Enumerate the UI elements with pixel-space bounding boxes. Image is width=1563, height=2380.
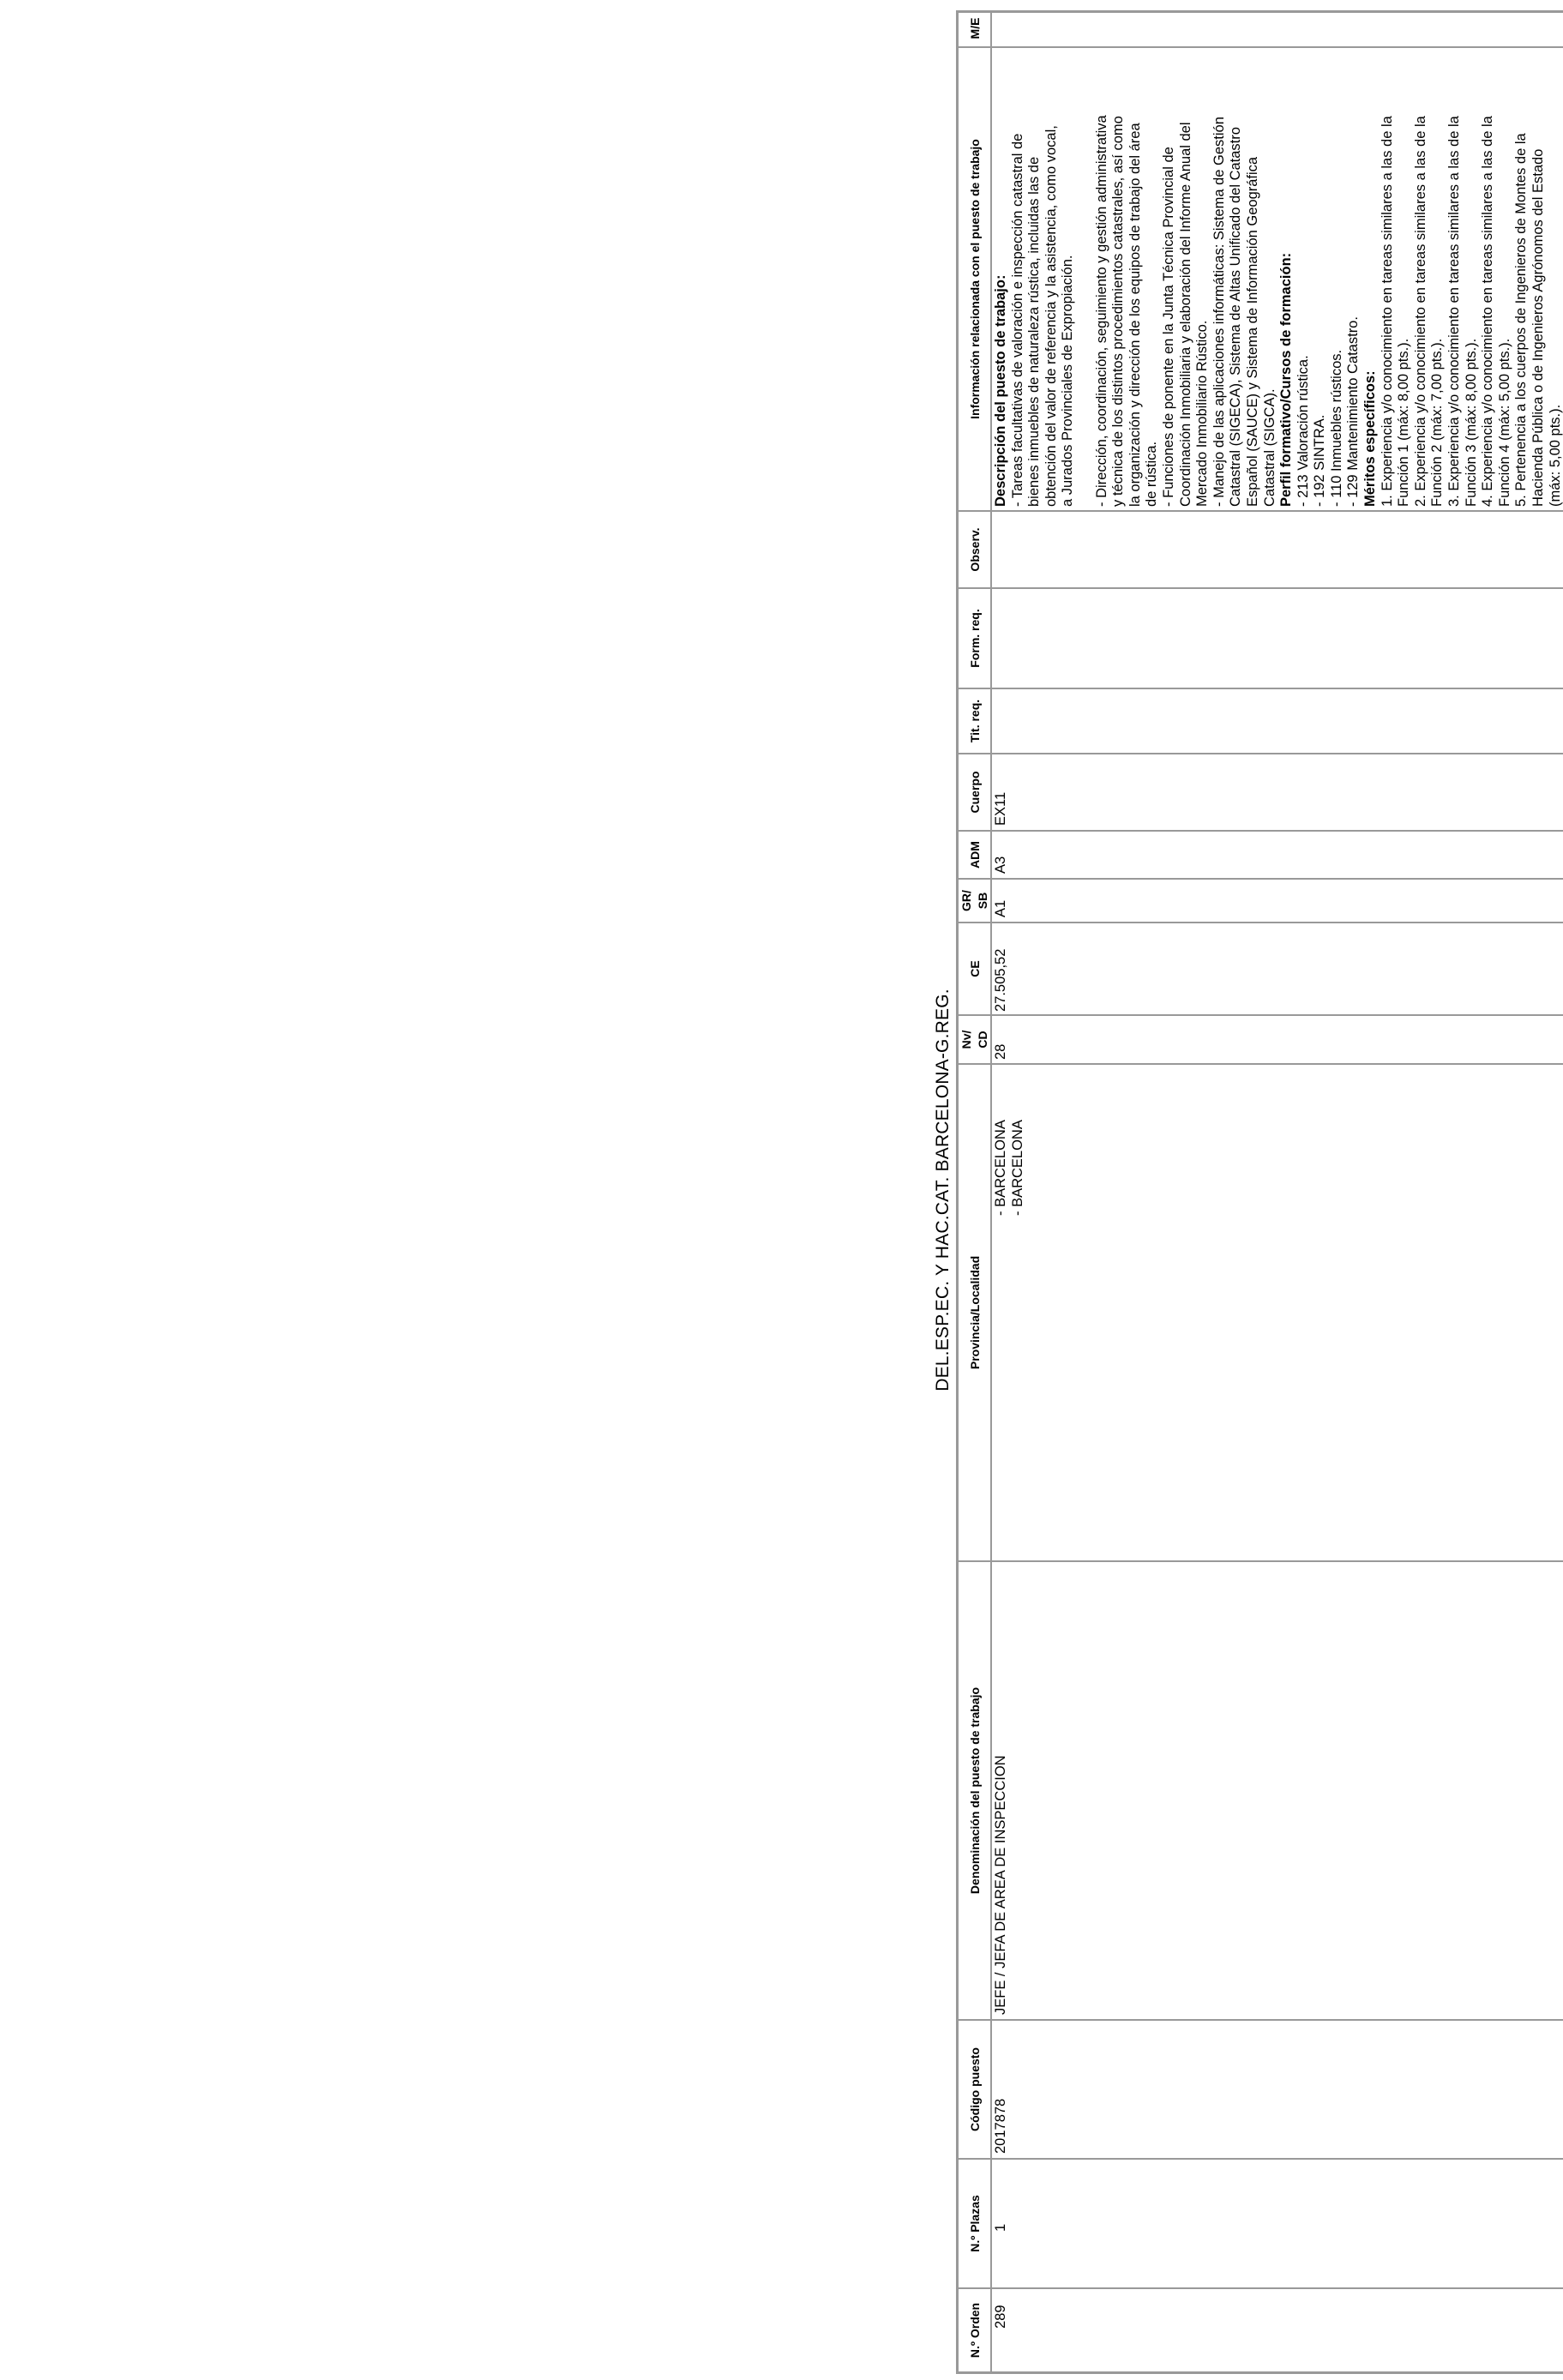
cell-cuerpo: EX11 <box>993 791 1008 826</box>
header-gr: GR/ <box>959 890 973 911</box>
header-plazas: N.º Plazas <box>967 2195 982 2252</box>
header-informacion: Información relacionada con el puesto de trabajo <box>967 139 982 419</box>
column-divider <box>959 1560 1563 1562</box>
info-line: - Funciones de ponente en la Junta Técnica Provincial de <box>1160 147 1176 507</box>
header-orden: N.º Orden <box>967 2302 982 2359</box>
cell-localidad: - BARCELONA <box>1010 1120 1025 1216</box>
info-line: Catastral (SIGECA), Sistema de Altas Unificado del Catastro <box>1228 127 1244 507</box>
column-divider <box>959 46 1563 48</box>
info-line: bienes inmuebles de naturaleza rústica, incluidas las de <box>1026 156 1043 507</box>
info-line: Mercado Inmobiliario Rústico. <box>1194 320 1211 507</box>
info-line: Catastral (SIGCA). <box>1261 388 1277 507</box>
info-line: Coordinación Inmobiliaria y elaboración del Informe Anual del <box>1177 122 1193 507</box>
info-line: a Jurados Provinciales de Expropiación. <box>1060 255 1076 507</box>
column-divider <box>959 1014 1563 1016</box>
header-provincia: Provincia/Localidad <box>967 1255 982 1370</box>
header-nv-cd <box>959 1016 991 1063</box>
positions-table <box>956 10 1563 2374</box>
cell-informacion <box>993 115 1563 507</box>
info-line <box>1077 115 1094 507</box>
cell-provincia: - BARCELONA <box>993 1120 1008 1216</box>
header-nv: Nv/ <box>959 1030 973 1049</box>
column-divider <box>959 510 1563 512</box>
info-line: y técnica de los distintos procedimientos catastrales, así como <box>1110 116 1127 507</box>
column-divider <box>959 922 1563 923</box>
info-line: la organización y dirección de los equipos de trabajo del área <box>1127 123 1143 507</box>
info-line: - Dirección, coordinación, seguimiento y gestión administrativa <box>1093 115 1109 507</box>
info-line: 2. Experiencia y/o conocimiento en tareas similares a las de la <box>1412 116 1428 507</box>
info-line: Español (SAUCE) y Sistema de Información Geográfica <box>1244 156 1260 507</box>
cell-nv-cd: 28 <box>993 1043 1008 1060</box>
header-adm: ADM <box>967 841 982 868</box>
header-observ: Observ. <box>967 527 982 572</box>
info-line: - 129 Mantenimiento Catastro. <box>1345 316 1362 507</box>
info-line: Hacienda Pública o de Ingenieros Agrónomos del Estado <box>1530 148 1546 507</box>
cell-ce: 27.505,52 <box>993 948 1008 1012</box>
cell-adm: A3 <box>993 856 1008 874</box>
header-me: M/E <box>967 17 982 39</box>
info-line: - 192 SINTRA. <box>1312 414 1328 507</box>
column-divider <box>959 753 1563 754</box>
info-line: 4. Experiencia y/o conocimiento en tareas similares a las de la <box>1480 116 1496 507</box>
info-line: - 110 Inmuebles rústicos. <box>1328 349 1344 507</box>
info-line: Descripción del puesto de trabajo: <box>993 274 1008 507</box>
info-line: de rústica. <box>1144 441 1160 507</box>
info-line: - 213 Valoración rústica. <box>1295 355 1311 507</box>
header-codigo: Código puesto <box>967 2047 982 2131</box>
info-line: 3. Experiencia y/o conocimiento en tareas similares a las de la <box>1446 116 1463 507</box>
info-line: - Tareas facultativas de valoración e inspección catastral de <box>1009 133 1025 507</box>
info-line: Función 2 (máx: 7,00 pts.). <box>1429 338 1446 507</box>
column-divider <box>959 2158 1563 2160</box>
column-divider <box>959 1063 1563 1065</box>
info-line: (máx: 5,00 pts.). <box>1547 404 1563 507</box>
info-line: Perfil formativo/Cursos de formación: <box>1278 252 1295 507</box>
column-divider <box>959 2019 1563 2021</box>
info-line: - Manejo de las aplicaciones informáticas: Sistema de Gestión <box>1211 117 1227 507</box>
info-line: Función 3 (máx: 8,00 pts.). <box>1463 338 1479 507</box>
cell-gr-sb: A1 <box>993 899 1008 917</box>
info-line: 1. Experiencia y/o conocimiento en tareas similares a las de la <box>1379 116 1395 507</box>
info-line: Función 1 (máx: 8,00 pts.). <box>1396 338 1412 507</box>
header-cd: CD <box>976 1031 989 1049</box>
info-line: Méritos específicos: <box>1362 370 1379 507</box>
column-divider <box>959 688 1563 689</box>
cell-plazas: 1 <box>993 2223 1008 2232</box>
header-sb: SB <box>976 892 989 910</box>
cell-codigo: 2017878 <box>993 2098 1008 2154</box>
column-divider <box>959 830 1563 832</box>
header-tit-req: Tit. req. <box>967 699 982 743</box>
info-line: obtención del valor de referencia y la asistencia, como vocal, <box>1043 125 1059 507</box>
header-form-req: Form. req. <box>967 609 982 668</box>
column-divider <box>959 587 1563 589</box>
header-cuerpo: Cuerpo <box>967 771 982 814</box>
header-denominacion: Denominación del puesto de trabajo <box>967 1686 982 1895</box>
column-divider <box>959 2287 1563 2289</box>
column-divider <box>959 878 1563 880</box>
header-ce: CE <box>967 960 982 977</box>
info-line: Función 4 (máx: 5,00 pts.). <box>1496 338 1512 507</box>
cell-orden: 289 <box>993 2305 1008 2329</box>
info-line: 5. Pertenencia a los cuerpos de Ingenieros de Montes de la <box>1513 133 1530 507</box>
unit-title: DEL.ESP.EC. Y HAC.CAT. BARCELONA-G.REG. <box>933 989 953 1391</box>
header-gr-sb <box>959 880 991 922</box>
cell-denominacion: JEFE / JEFA DE AREA DE INSPECCION <box>993 1755 1008 2015</box>
